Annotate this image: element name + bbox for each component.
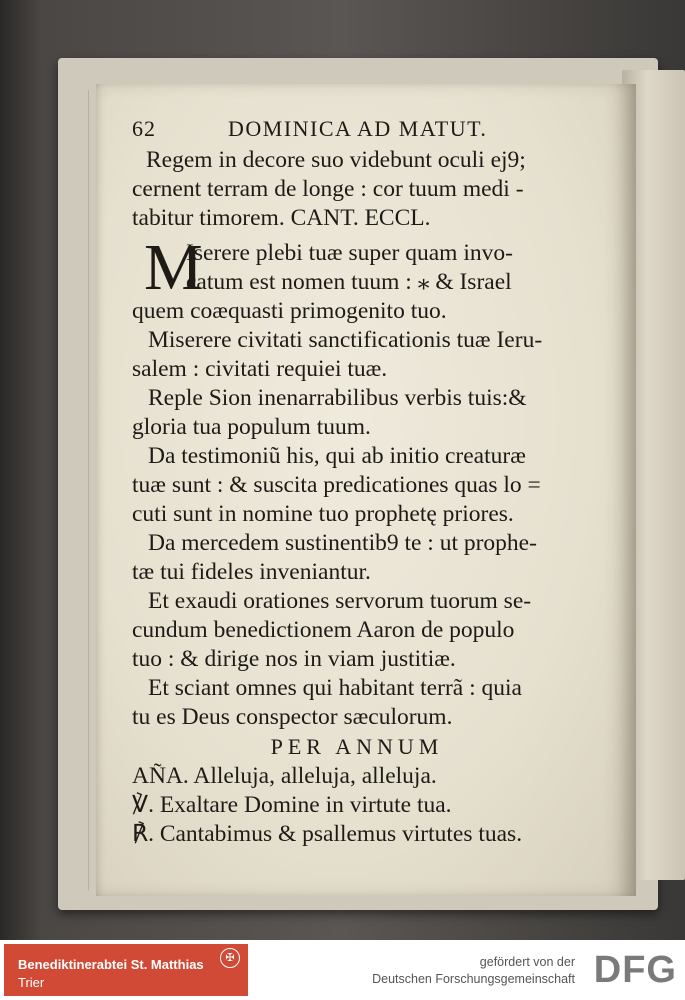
funding-org: Deutschen Forschungsgemeinschaft xyxy=(372,972,575,986)
funding-note xyxy=(372,954,575,988)
response-line: ℟. Cantabimus & psallemus virtutes tuas. xyxy=(132,821,523,847)
page-header xyxy=(132,116,622,146)
dropcap-letter: M xyxy=(144,231,203,304)
text-line: tabitur timorem. CANT. ECCL. xyxy=(132,205,431,231)
text-line: tu es Deus conspector sæculorum. xyxy=(132,704,453,730)
institution-badge[interactable] xyxy=(4,944,248,996)
antiphon-line: AÑA. Alleluja, alleluja, alleluja. xyxy=(132,763,437,789)
section-heading: PER ANNUM xyxy=(270,734,444,759)
versicle-line: ℣. Exaltare Domine in virtute tua. xyxy=(132,792,452,818)
text-line: cuti sunt in nomine tuo prophetę priores. xyxy=(132,501,514,527)
text-line: cernent terram de longe : cor tuum medi - xyxy=(132,176,524,202)
text-line: Reple Sion inenarrabilibus verbis tuis:& xyxy=(148,385,527,411)
page-text xyxy=(132,116,622,849)
page-number: 62 xyxy=(132,116,156,141)
text-line: tuæ sunt : & suscita predicationes quas lo = xyxy=(132,472,541,498)
text-line: Regem in decore suo videbunt oculi ej9; xyxy=(146,147,526,173)
text-line: Et sciant omnes qui habitant terrã : quia xyxy=(148,675,522,701)
text-line: quem coæquasti primogenito tuo. xyxy=(132,298,447,324)
running-head: DOMINICA AD MATUT. xyxy=(228,116,488,141)
text-line: tæ tui fideles inveniantur. xyxy=(132,559,371,585)
text-line: Da mercedem sustinentib9 te : ut prophe- xyxy=(148,530,537,556)
institution-name: Benediktinerabtei St. Matthias xyxy=(18,957,204,972)
abbey-logo-icon: ✠ xyxy=(220,948,240,968)
text-line: cundum benedictionem Aaron de populo xyxy=(132,617,515,643)
institution-city: Trier xyxy=(18,975,45,990)
text-line: Iserere plebi tuæ super quam invo- xyxy=(186,240,513,266)
text-line: Miserere civitati sanctificationis tuæ Ieru- xyxy=(148,327,543,353)
funding-line: gefördert von der xyxy=(479,955,575,969)
footer-bar xyxy=(0,940,685,1000)
dfg-logo[interactable]: DFG xyxy=(593,949,677,991)
text-line: Et exaudi orationes servorum tuorum se- xyxy=(148,588,532,614)
text-line: salem : civitati requiei tuæ. xyxy=(132,356,388,382)
text-line: tuo : & dirige nos in viam justitiæ. xyxy=(132,646,456,672)
text-line: gloria tua populum tuum. xyxy=(132,414,371,440)
dropcap-paragraph xyxy=(132,231,622,304)
text-line: catum est nomen tuum : ⁎ & Israel xyxy=(186,269,512,295)
text-line: Da testimoniũ his, qui ab initio creaturæ xyxy=(148,443,526,469)
